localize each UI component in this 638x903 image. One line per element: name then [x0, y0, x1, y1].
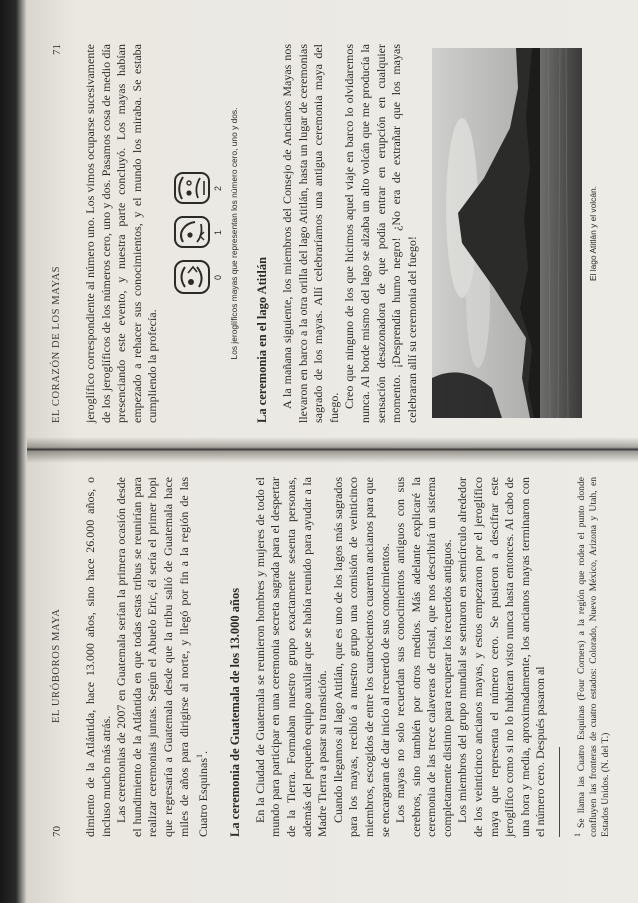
running-head: EL CORAZÓN DE LOS MAYAS	[51, 265, 62, 423]
paragraph: Los mayas no solo recuerdan sus conocimientos antiguos con sus cerebros, sino también por otros medios. Más adelante explicaré la ceremonia de las trece calaveras de cristal, que nos describirá un sistema completamente distinto para recuperar los recuerdos antiguos.	[393, 477, 454, 837]
maya-glyph-two-icon	[173, 172, 211, 206]
paragraph: A la mañana siguiente, los miembros del Consejo de Ancianos Mayas nos llevaron en barco a la otra orilla del lago Atitlán, hasta un lugar de ceremonias sagrado de los mayas. Allí celebraríamos una antigua ceremonia maya del fuego.	[279, 44, 341, 423]
glyph-one	[173, 216, 223, 250]
right-page	[27, 0, 638, 451]
footnote-rule	[559, 747, 560, 837]
glyph-zero	[173, 260, 223, 296]
photo-caption: El lago Atitlán y el volcán.	[588, 186, 599, 281]
glyph-number: 1	[212, 230, 223, 236]
page-number: 70	[51, 826, 63, 837]
footnote-marker: 1	[195, 754, 205, 758]
glyph-two	[173, 172, 223, 206]
glyph-number: 2	[212, 186, 223, 192]
running-head: EL URÓBOROS MAYA	[51, 608, 62, 723]
paragraph: Creo que ninguno de los que hicimos aquel viaje en barco lo olvidaremos nunca. Al borde mismo del lago se alzaba un alto volcán que me producía la sensación desazonadora de que podía entrar en erupción en cualquier momento. ¡Desprendía humo negro! ¿No era de extrañar que los mayas celebraran allí su ceremonia del fuego!	[342, 44, 419, 423]
paragraph: Los miembros del grupo mundial se sentaron en semicírculo alrededor de los veinticinco ancianos mayas, y estos empezaron por el jeroglífico maya que representa el número cero. Se pusieron a descifrar este jeroglífico como si no lo hubieran visto nunca hasta entonces. Al cabo de una hora y media, aproximadamente, los ancianos mayas terminaron con el número cero. Después pasaron al	[455, 477, 548, 837]
figure-caption: Los jeroglíficos mayas que representan los número cero, uno y dos.	[228, 107, 239, 360]
section-heading: La ceremonia de Guatemala de los 13.000 años	[227, 587, 242, 837]
footnote: $^1$ Se llama las Cuatro Esquinas (Four Corners) a la región que rodea el punto donde confluyen las fronteras de cuatro estados: Colorado, Nuevo México, Arizona y Utah, en Estados Unidos. (N. del T.)	[573, 477, 612, 837]
paragraph: En la Ciudad de Guatemala se reunieron hombres y mujeres de todo el mundo para participar en una ceremonia secreta sagrada para el despertar de la Tierra. Formaban nuestro grupo exactamente sesenta personas, además del pequeño equipo auxiliar que se había reunido para ayudar a la Madre Tierra a pasar su transición.	[252, 477, 330, 837]
left-page	[27, 451, 638, 903]
paragraph: dimiento de la Atlántida, hace 13.000 años, sino hace 26.000 años, o incluso mucho más atrás.	[83, 477, 113, 837]
section-heading: La ceremonia en el lago Atitlán	[254, 256, 269, 423]
book-spread	[27, 0, 638, 903]
maya-glyph-one-icon	[173, 216, 211, 250]
paragraph: Las ceremonias de 2007 en Guatemala serían la primera ocasión desde el hundimiento de la Atlántida en que todas estas tribus se reunirían para realizar ceremonias juntas. Según el Abuelo Eric, él sería el primer hopi que regresaría a Guatemala desde que la tribu salió de Guatemala hace miles de años para dirigirse al norte, y llegó por fin a la región de las Cuatro Esquinas$^1$.	[114, 477, 211, 837]
paragraph: Cuando llegamos al lago Atitlán, que es uno de los lagos más sagrados para los mayas, recibió a nuestro grupo una comisión de veinticinco miembros, escogidos de entre los cuatrocientos cuarenta ancianos para que se encargaran de dar inicio al recuerdo de sus conocimientos.	[330, 477, 392, 837]
glyph-figure	[173, 44, 239, 423]
maya-glyph-zero-icon	[173, 260, 211, 296]
paragraph: jeroglífico correspondiente al número uno. Los vimos ocuparse sucesivamente de los jeroglíficos de los números cero, uno y dos. Pasamos cosa de medio día presenciando este evento, y nuestra parte concluyó. Los mayas habían empezado a rehacer sus conocimientos, y el mundo los miraba. Se estaba cumpliendo la profecía.	[83, 44, 160, 423]
page-number: 71	[51, 44, 63, 55]
lake-volcano-photo	[432, 49, 582, 419]
glyph-row	[173, 172, 223, 296]
photo-figure	[432, 44, 598, 423]
glyph-number: 0	[212, 275, 223, 281]
